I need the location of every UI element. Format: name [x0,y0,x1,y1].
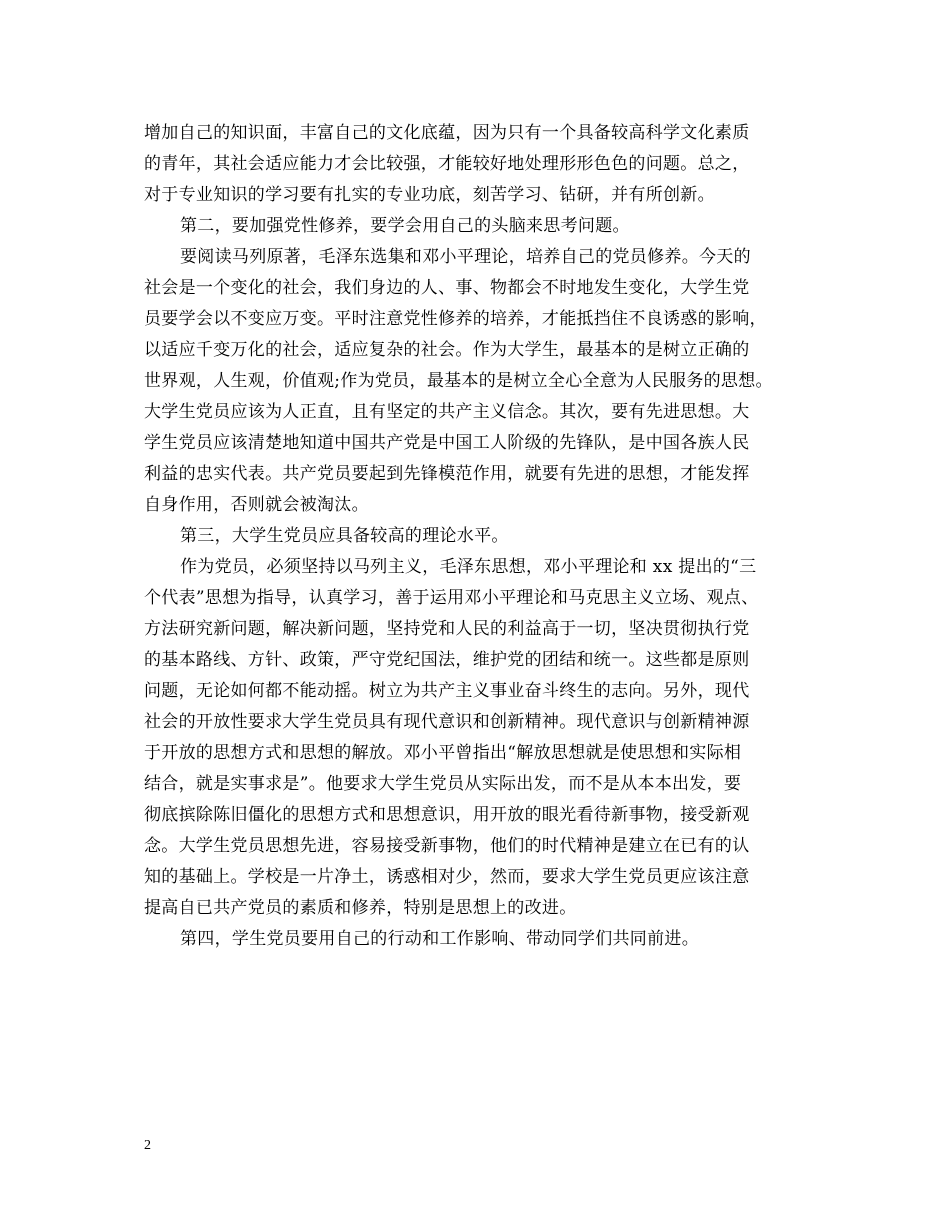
text-line: 个代表”思想为指导，认真学习，善于运用邓小平理论和马克思主义立场、观点、 [144,588,759,608]
page-number: 2 [144,1138,151,1153]
text-line: 第二，要加强党性修养，要学会用自己的头脑来思考问题。 [180,216,630,236]
text-line: 于开放的思想方式和思想的解放。邓小平曾指出“解放思想就是使思想和实际相 [144,743,742,763]
text-line: 的青年，其社会适应能力才会比较强，才能较好地处理形形色色的问题。总之， [144,154,750,174]
text-line: 学生党员应该清楚地知道中国共产党是中国工人阶级的先锋队，是中国各族人民 [144,433,750,453]
text-line: 作为党员，必须坚持以马列主义，毛泽东思想，邓小平理论和 xx 提出的“三 [180,557,757,577]
text-line: 提高自已共产党员的素质和修养，特别是思想上的改进。 [144,898,577,918]
text-line: 的基本路线、方针、政策，严守党纪国法，维护党的团结和统一。这些都是原则 [144,650,750,670]
text-line: 自身作用，否则就会被淘汰。 [144,495,369,515]
text-line: 大学生党员应该为人正直，且有坚定的共产主义信念。其次，要有先进思想。大 [144,402,750,422]
text-line: 要阅读马列原著，毛泽东选集和邓小平理论，培养自己的党员修养。今天的 [180,247,751,267]
text-line: 以适应千变万化的社会，适应复杂的社会。作为大学生，最基本的是树立正确的 [144,340,750,360]
text-line: 结合，就是实事求是”。他要求大学生党员从实际出发，而不是从本本出发，要 [144,774,742,794]
text-line: 社会的开放性要求大学生党员具有现代意识和创新精神。现代意识与创新精神源 [144,712,750,732]
text-line: 世界观，人生观，价值观;作为党员，最基本的是树立全心全意为人民服务的思想。 [144,371,773,391]
text-line: 第四，学生党员要用自己的行动和工作影响、带动同学们共同前进。 [180,929,699,949]
text-line: 问题，无论如何都不能动摇。树立为共产主义事业奋斗终生的志向。另外，现代 [144,681,750,701]
text-line: 社会是一个变化的社会，我们身边的人、事、物都会不时地发生变化，大学生党 [144,278,750,298]
text-line: 利益的忠实代表。共产党员要起到先锋模范作用，就要有先进的思想，才能发挥 [144,464,750,484]
text-line: 员要学会以不变应万变。平时注意党性修养的培养，才能抵挡住不良诱惑的影响， [144,309,767,329]
document-body [144,118,824,955]
text-line: 知的基础上。学校是一片净土，诱惑相对少，然而，要求大学生党员更应该注意 [144,867,750,887]
text-line: 彻底摈除陈旧僵化的思想方式和思想意识，用开放的眼光看待新事物，接受新观 [144,805,750,825]
text-line: 增加自己的知识面，丰富自己的文化底蕴，因为只有一个具备较高科学文化素质 [144,123,750,143]
text-line: 第三，大学生党员应具备较高的理论水平。 [180,526,509,546]
text-line: 方法研究新问题，解决新问题，坚持党和人民的利益高于一切，坚决贯彻执行党 [144,619,750,639]
text-line: 念。大学生党员思想先进，容易接受新事物，他们的时代精神是建立在已有的认 [144,836,750,856]
text-line: 对于专业知识的学习要有扎实的专业功底，刻苦学习、钻研，并有所创新。 [144,185,715,205]
